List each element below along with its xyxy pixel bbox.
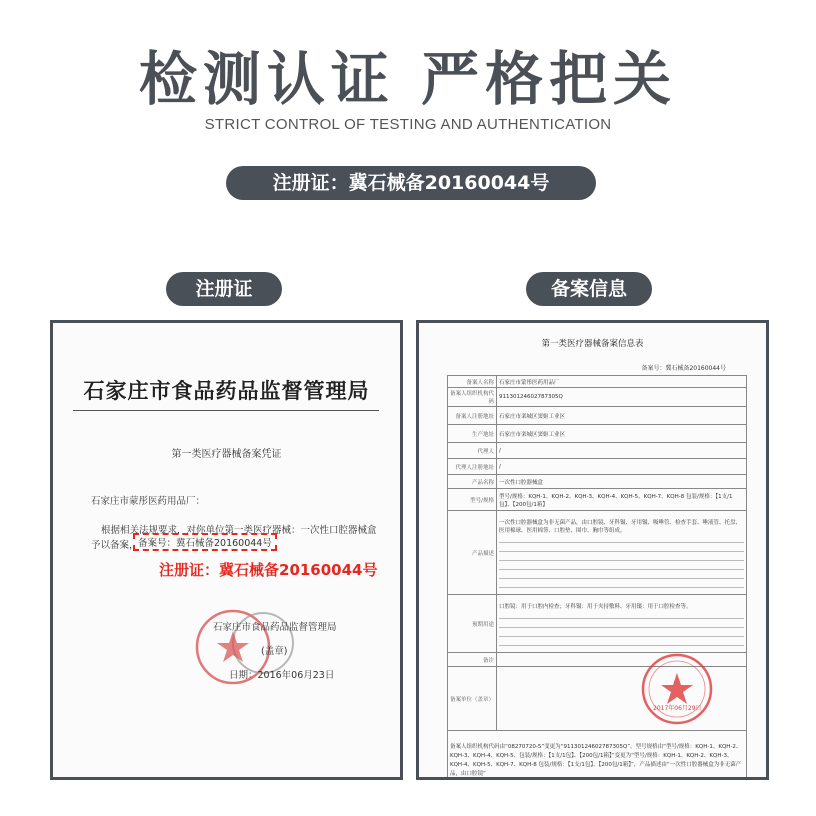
row-label: 备案单位（盖章） [448,667,497,731]
table-row [448,731,747,781]
row-label: 备案人组织机构代码 [448,388,497,407]
row-value: 石家庄市栾城区窦妪工业区 [497,425,747,443]
text-lines [499,610,744,646]
section-label-filing: 备案信息 [526,272,652,306]
certificate-issuer: 石家庄市食品药品监督管理局 [213,622,337,633]
certificate-agency: 石家庄市食品药品监督管理局 [83,378,370,403]
certificate-date: 日期：2016年06月23日 [229,670,335,681]
section-label-certificate: 注册证 [166,272,282,306]
certificate-title: 第一类医疗器械备案凭证 [171,449,282,460]
row-value: 口腔镜：用于口腔内检查；牙科镊：用于夹持敷料、牙用镊：用于口腔检查等。 [499,603,692,610]
table-row [448,489,747,511]
table-row [448,407,747,425]
footer-note: 备案人组织机构代码由“08270720-5”变更为“91130124602787305Q”，型号规格由“型号/规格：KQH-1、KQH-2、KQH-3、KQH-4、KQH-5、包装/规格：【1支/1包】、【200包/1箱】”变更为“型号/规格：KQH-1、KQH-2、KQH-3、KQH-4、KQH-5、KQH-7、KQH-8 包装/规格：【1支/1包】、【200包/1箱】”，产品描述由“一次性口腔器械盒为非无菌产品，由口腔镜” [448,731,747,781]
certificate-body-prefix: 予以备案， [91,540,139,551]
row-label: 代理人注册地址 [448,459,497,475]
page-subtitle: STRICT CONTROL OF TESTING AND AUTHENTICATION [204,116,612,133]
filing-code: 备案号：冀石械备20160044号 [641,365,726,372]
row-label: 型号/规格 [448,489,497,511]
row-label: 预期用途 [448,595,497,653]
row-value: 石家庄市蒙彤医药用品厂 [497,376,747,388]
table-row [448,388,747,407]
table-row [448,511,747,595]
table-row [448,459,747,475]
row-value: 一次性口腔器械盒 [497,475,747,489]
row-value: / [497,443,747,459]
row-value: 一次性口腔器械盒为非无菌产品，由口腔镜、牙科镊、牙用镊、吸唾管、检查手套、唾液管、托盘、医用棉球、医用棉签、口腔垫、围巾、胸巾等组成。 [499,519,742,534]
seal-note: (盖章) [261,646,288,657]
certificate-recipient: 石家庄市蒙彤医药用品厂： [91,496,206,507]
registration-badge: 注册证：冀石械备20160044号 [226,166,596,200]
certificate-document [50,320,403,780]
table-row [448,595,747,653]
table-row [448,425,747,443]
row-value: 石家庄市栾城区窦妪工业区 [497,407,747,425]
row-value: 91130124602787305Q [497,388,747,407]
row-label: 产品名称 [448,475,497,489]
filing-seal-icon [637,649,717,729]
filing-document [416,320,769,780]
text-lines [499,534,744,588]
row-label: 生产地址 [448,425,497,443]
table-row [448,443,747,459]
certificate-body-line: 根据相关法规要求，对你单位第一类医疗器械：一次性口腔器械盒 [101,525,377,536]
row-label: 代理人 [448,443,497,459]
row-value: 型号/规格：KQH-1、KQH-2、KQH-3、KQH-4、KQH-5、KQH-7、KQH-8 包装/规格：【1支/1包】、【200包/1箱】 [497,489,747,511]
row-value: / [497,459,747,475]
row-label: 产品描述 [448,511,497,595]
page-title: 检测认证 严格把关 [138,45,678,113]
agency-divider [73,410,379,411]
filing-title: 第一类医疗器械备案信息表 [541,339,644,349]
row-label: 备案人注册地址 [448,407,497,425]
table-row [448,376,747,388]
row-label: 备注 [448,653,497,667]
annotation-red-text: 注册证：冀石械备20160044号 [159,561,378,579]
highlighted-filing-number: 备案号：冀石械备20160044号 [133,533,277,551]
row-label: 备案人名称 [448,376,497,388]
table-row [448,475,747,489]
filing-stamp-date: 2017年06月29日 [653,705,702,712]
